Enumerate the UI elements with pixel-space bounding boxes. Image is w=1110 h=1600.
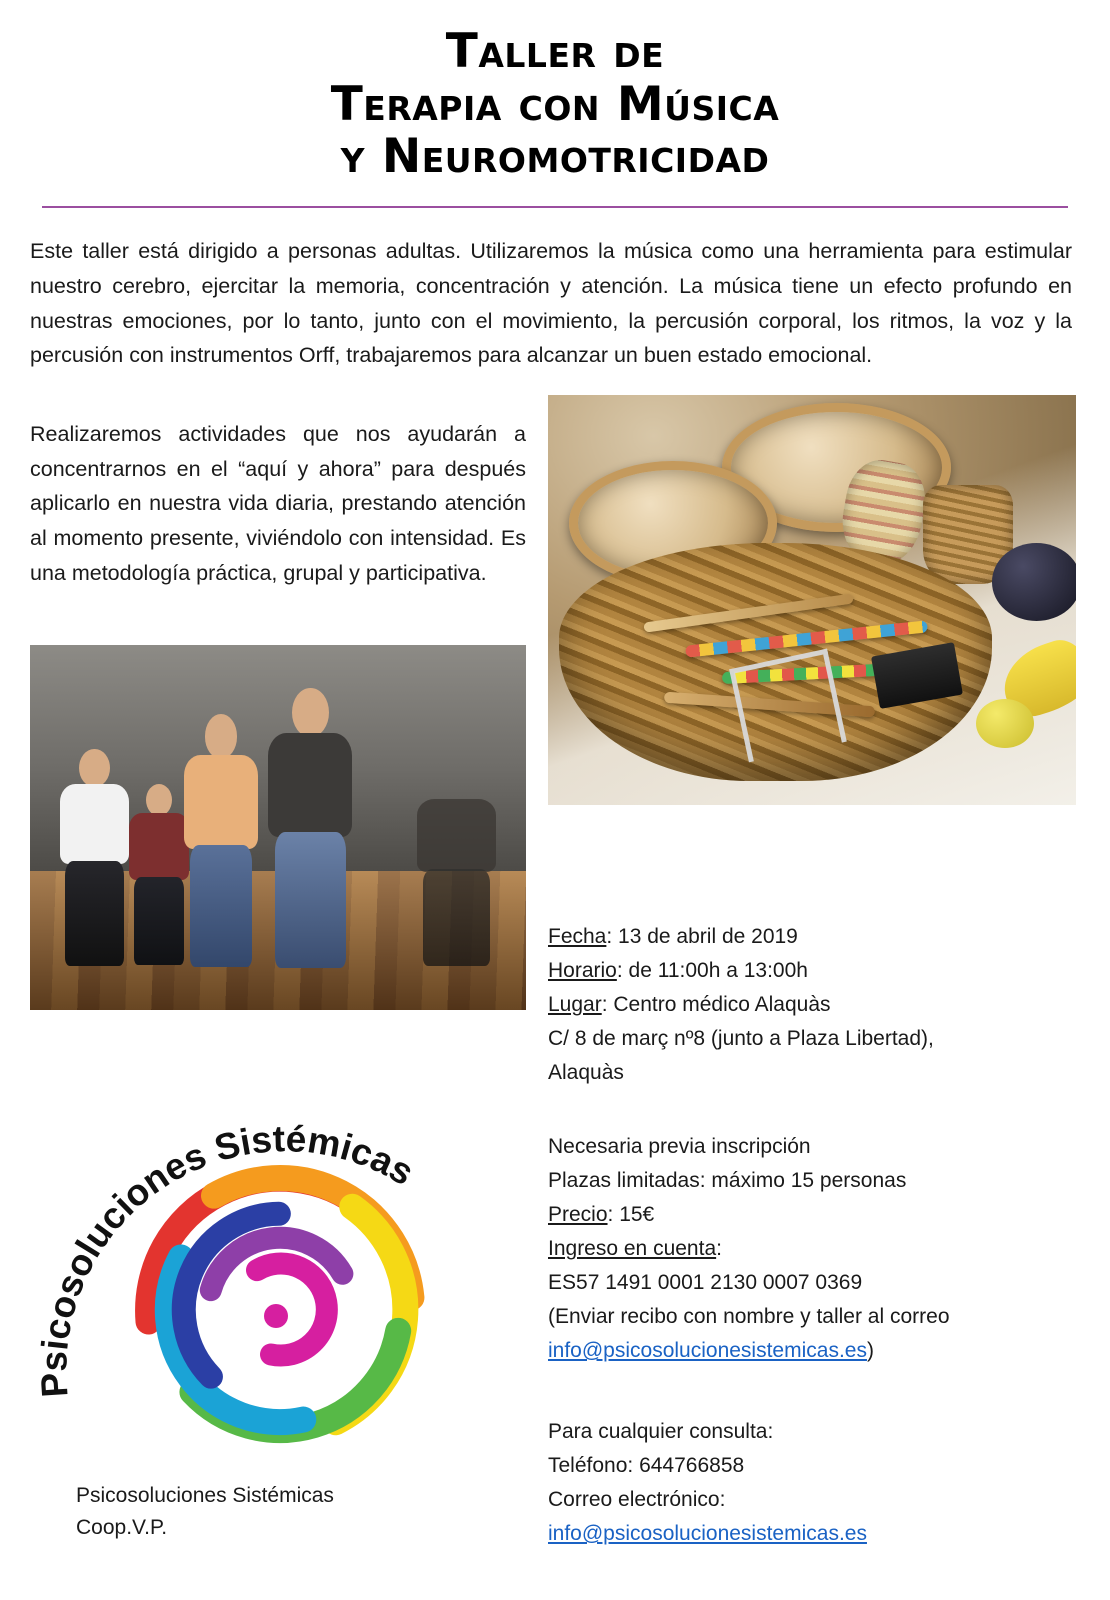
head-shape <box>146 784 172 816</box>
logo-caption-line-1: Psicosoluciones Sistémicas <box>76 1484 334 1507</box>
head-shape <box>292 688 329 738</box>
legs-shape <box>190 845 252 968</box>
horario-value: : de 11:00h a 13:00h <box>616 959 808 983</box>
places-limit: Plazas limitadas: máximo 15 personas <box>548 1169 907 1193</box>
precio-value: : 15€ <box>607 1203 655 1227</box>
event-details-block <box>548 920 1078 1090</box>
legs-shape <box>65 861 123 966</box>
receipt-note <box>548 1300 1078 1334</box>
email-link-contact[interactable]: info@psicosolucionesistemicas.es <box>548 1522 867 1546</box>
dance-photo <box>30 645 526 1010</box>
person-shape <box>60 784 129 959</box>
person-shape <box>184 755 258 959</box>
iban-value: ES57 1491 0001 2130 0007 0369 <box>548 1271 863 1295</box>
left-column <box>30 395 526 612</box>
instruments-photo <box>548 395 1076 805</box>
legs-shape <box>134 877 184 965</box>
intro-paragraph: Este taller está dirigido a personas adultas. Utilizaremos la música como una herramienta para estimular nuestro cerebro, ejercitar la memoria, concentración y atención. La música tiene un efecto profundo en nuestras emociones, por lo tanto, junto con el movimiento, la percusión corporal, los ritmos, la voz y la percusión con instrumentos Orff, trabajaremos para alcanzar un buen estado emocional. <box>30 238 1072 368</box>
person-shape <box>268 733 352 959</box>
ingreso-colon: : <box>716 1237 722 1261</box>
title-divider <box>42 206 1068 208</box>
contact-block <box>548 1415 1078 1551</box>
receipt-email-row <box>548 1334 1078 1368</box>
person-shape <box>129 813 189 959</box>
head-shape <box>205 714 238 759</box>
deposit-row <box>548 1232 1078 1266</box>
lemon-shape <box>976 699 1034 748</box>
fecha-value: : 13 de abril de 2019 <box>606 925 798 948</box>
detail-row-fecha <box>548 920 1078 954</box>
logo-curved-text: Psicosoluciones Sistémicas <box>33 1120 421 1399</box>
detail-row-lugar <box>548 988 1078 1022</box>
email-label: Correo electrónico: <box>548 1488 726 1512</box>
torso-shape <box>129 813 189 880</box>
triangle-instrument-shape <box>729 648 846 762</box>
torso-shape <box>417 799 496 873</box>
ingreso-label: Ingreso en cuenta <box>548 1237 717 1261</box>
poster-title <box>0 0 1110 184</box>
logo-caption-line-2: Coop.V.P. <box>76 1515 168 1539</box>
registration-block <box>548 1130 1078 1368</box>
horario-label: Horario <box>548 959 617 983</box>
email-row <box>548 1517 1078 1551</box>
logo <box>30 1120 530 1450</box>
precio-label: Precio <box>548 1203 608 1227</box>
person-shape <box>417 799 496 960</box>
torso-shape <box>268 733 352 837</box>
logo-spiral-icon <box>30 1120 530 1450</box>
contact-intro: Para cualquier consulta: <box>548 1420 774 1443</box>
detail-row-horario <box>548 954 1078 988</box>
address-line-2: Alaquàs <box>548 1061 624 1085</box>
logo-caption <box>76 1480 506 1543</box>
title-line-3: y Neuromotricidad <box>340 129 770 185</box>
lugar-value: : Centro médico Alaquàs <box>601 993 831 1017</box>
registration-required: Necesaria previa inscripción <box>548 1135 811 1158</box>
dark-instrument-shape <box>992 543 1076 621</box>
title-line-1: Taller de <box>445 24 665 79</box>
receipt-note-close: ) <box>866 1339 874 1363</box>
email-link-receipt[interactable]: info@psicosolucionesistemicas.es <box>548 1339 867 1363</box>
receipt-note-text: (Enviar recibo con nombre y taller al correo <box>548 1305 950 1329</box>
head-shape <box>79 749 110 788</box>
torso-shape <box>60 784 129 865</box>
price-row <box>548 1198 1078 1232</box>
legs-shape <box>423 869 490 965</box>
address-line-1: C/ 8 de març nº8 (junto a Plaza Libertad), <box>548 1027 934 1051</box>
lugar-label: Lugar <box>548 993 602 1017</box>
legs-shape <box>275 832 346 968</box>
secondary-paragraph: Realizaremos actividades que nos ayudarán a concentrarnos en el “aquí y ahora” para después aplicarlo en nuestra vida diaria, prestando atención al momento presente, viviéndolo con intensidad. Es una metodología práctica, grupal y participativa. <box>30 421 526 585</box>
torso-shape <box>184 755 258 849</box>
fecha-label: Fecha <box>548 925 607 948</box>
title-line-2: Terapia con Música <box>330 76 780 132</box>
phone-row: Teléfono: 644766858 <box>548 1454 745 1478</box>
